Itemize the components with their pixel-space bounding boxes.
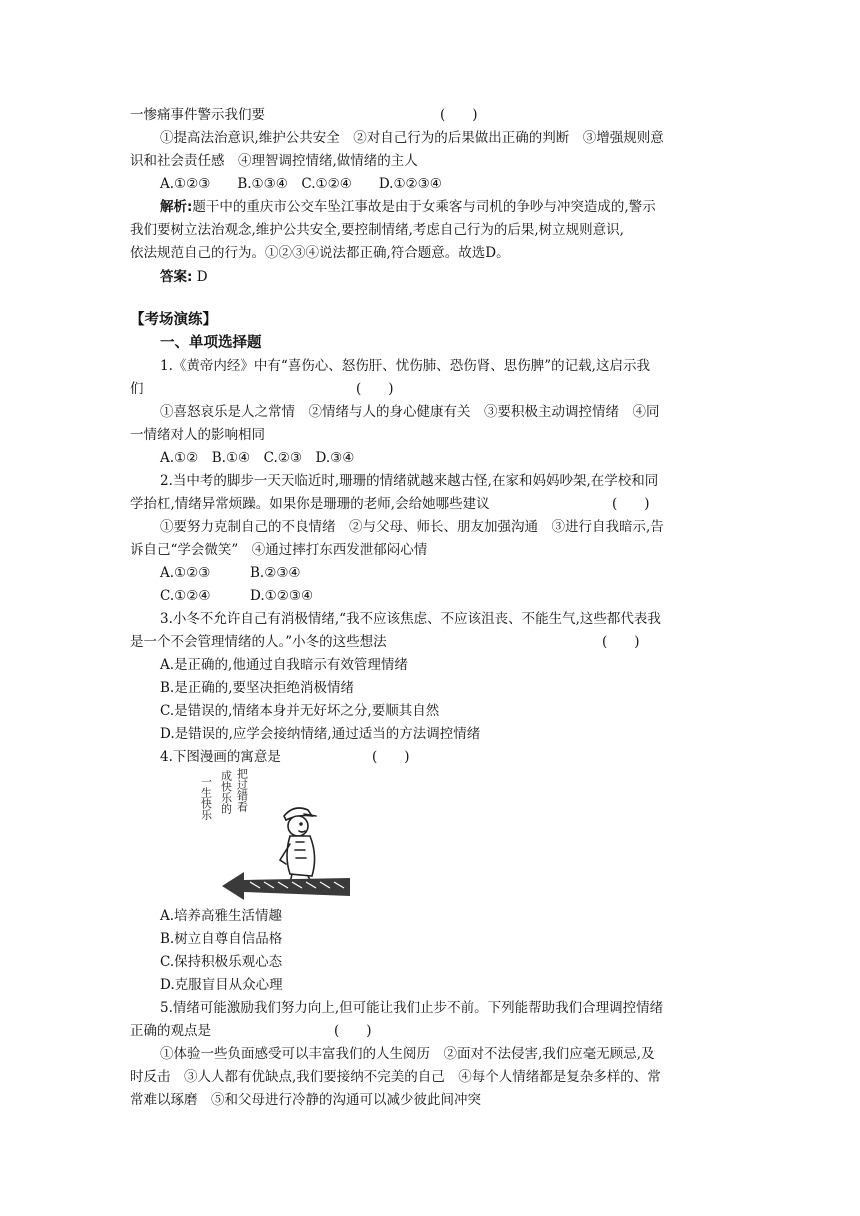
q2-choice-b: B.②③④	[250, 565, 301, 581]
q4-choice-b: B.树立自尊自信品格	[160, 931, 283, 947]
q3-choice-d: D.是错误的,应学会接纳情绪,通过适当的方法调控情绪	[160, 726, 481, 742]
answer-label: 答案:	[160, 269, 193, 285]
cartoon-right-text-2: 把过错看	[235, 768, 249, 812]
q5-stem-line-1: 5.情绪可能激励我们努力向上,但可能让我们止步不前。下列能帮助我们合理调控情绪	[160, 1000, 664, 1016]
q2-choice-c: C.①②④	[160, 588, 211, 604]
q5-options-line-1: ①体验一些负面感受可以丰富我们的人生阅历 ②面对不法侵害,我们应毫无顾忌,及	[160, 1046, 655, 1062]
section-title: 【考场演练】	[130, 312, 217, 328]
q3-stem-line-1: 3.小冬不允许自己有消极情绪,“我不应该焦虑、不应该沮丧、不能生气,这些都代表我	[160, 611, 661, 627]
q2-options-line-1: ①要努力克制自己的不良情绪 ②与父母、师长、朋友加强沟通 ③进行自我暗示,告	[160, 519, 664, 535]
q1-stem-line-1: 1.《黄帝内经》中有“喜伤心、怒伤肝、忧伤肺、恐伤肾、思伤脾”的记载,这启示我	[160, 358, 650, 374]
cartoon-left-text: 一生快乐	[200, 776, 213, 820]
q5-answer-paren: ( )	[334, 1023, 372, 1039]
analysis-text-1: 题干中的重庆市公交车坠江事故是由于女乘客与司机的争吵与冲突造成的,警示	[192, 199, 656, 215]
intro-analysis-line-3: 依法规范自己的行为。①②③④说法都正确,符合题意。故选D。	[130, 245, 510, 261]
q5-options-line-2: 时反击 ③人人都有优缺点,我们要接纳不完美的自己 ④每个人情绪都是复杂多样的、常	[130, 1069, 661, 1085]
q2-options-line-2: 诉自己“学会微笑” ④通过摔打东西发泄郁闷心情	[130, 542, 428, 558]
q2-choice-d: D.①②③④	[250, 588, 314, 604]
q3-choice-c: C.是错误的,情绪本身并无好坏之分,要顺其自然	[160, 703, 440, 719]
q1-options-line-2: 一情绪对人的影响相同	[130, 427, 265, 443]
q4-choice-d: D.克服盲目从众心理	[160, 977, 283, 993]
q4-answer-paren: ( )	[372, 749, 410, 765]
q3-answer-paren: ( )	[602, 634, 640, 650]
cartoon-text-group	[200, 767, 249, 820]
intro-analysis-line-2: 我们要树立法治观念,维护公共安全,要控制情绪,考虑自己行为的后果,树立规则意识,	[130, 222, 624, 238]
q3-choice-a: A.是正确的,他通过自我暗示有效管理情绪	[160, 657, 408, 673]
q1-answer-paren: ( )	[356, 381, 394, 397]
q3-stem-line-2: 是一个不会管理情绪的人。”小冬的这些想法	[130, 634, 387, 650]
cartoon-illustration	[200, 764, 358, 904]
q2-choice-a: A.①②③	[160, 565, 211, 581]
cartoon-ground-arrow	[222, 872, 350, 900]
q4-choice-a: A.培养高雅生活情趣	[160, 908, 283, 924]
intro-options-line-2: 识和社会责任感 ④理智调控情绪,做情绪的主人	[130, 153, 418, 169]
answer-value: D	[196, 269, 208, 285]
intro-choices: A.①②③ B.①③④ C.①②④ D.①②③④	[160, 176, 442, 192]
q3-choice-b: B.是正确的,要坚决拒绝消极情绪	[160, 680, 355, 696]
intro-answer-line	[160, 266, 208, 288]
q4-choice-c: C.保持积极乐观心态	[160, 954, 283, 970]
intro-analysis-line-1	[160, 196, 656, 218]
q5-stem-line-2: 正确的观点是	[130, 1023, 211, 1039]
q1-stem-line-2: 们	[130, 381, 144, 397]
cartoon-right-text-1: 成快乐的	[219, 770, 233, 814]
q1-choices: A.①② B.①④ C.②③ D.③④	[160, 450, 355, 466]
analysis-label: 解析:	[160, 199, 193, 215]
q5-options-line-3: 常难以琢磨 ⑤和父母进行冷静的沟通可以减少彼此间冲突	[130, 1092, 481, 1108]
section-subtitle: 一、单项选择题	[160, 335, 262, 351]
intro-stem: 一惨痛事件警示我们要	[130, 107, 265, 123]
q2-answer-paren: ( )	[612, 496, 650, 512]
q1-options-line-1: ①喜怒哀乐是人之常情 ②情绪与人的身心健康有关 ③要积极主动调控情绪 ④同	[160, 404, 660, 420]
q4-stem: 4.下图漫画的寓意是	[160, 749, 281, 765]
intro-options-line-1: ①提高法治意识,维护公共安全 ②对自己行为的后果做出正确的判断 ③增强规则意	[160, 130, 664, 146]
q2-stem-line-2: 学抬杠,情绪异常烦躁。如果你是珊珊的老师,会给她哪些建议	[130, 496, 490, 512]
intro-answer-paren: ( )	[440, 107, 478, 123]
q2-stem-line-1: 2.当中考的脚步一天天临近时,珊珊的情绪就越来越古怪,在家和妈妈吵架,在学校和同	[160, 473, 659, 489]
